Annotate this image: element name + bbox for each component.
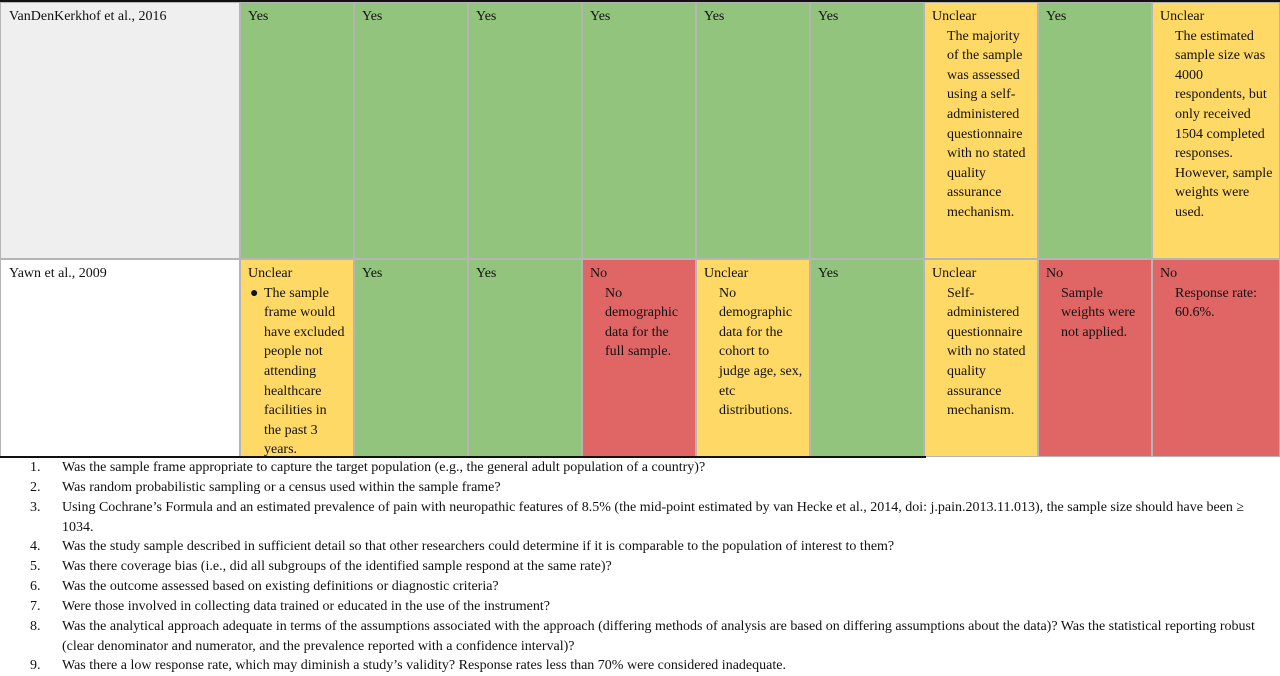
footnote-item	[0, 597, 1280, 617]
study-name: Yawn et al., 2009	[9, 266, 107, 281]
rating-cell	[468, 2, 582, 259]
rating-status: Yes	[476, 266, 497, 281]
footnote-text: Were those involved in collecting data trained or educated in the use of the instrument?	[62, 599, 550, 614]
rating-status: Yes	[476, 9, 497, 24]
rating-detail: Sample weights were not applied.	[1061, 285, 1136, 340]
rating-cell	[354, 259, 468, 457]
rating-detail: No demographic data for the full sample.	[605, 285, 679, 360]
rating-detail: The majority of the sample was assessed using a self-administered questionnaire with no stated quality assurance mechanism.	[947, 28, 1026, 220]
rating-status: No	[1046, 266, 1064, 281]
rating-cell	[240, 2, 354, 259]
rating-status: Yes	[818, 9, 839, 24]
footnote-text: Was the sample frame appropriate to capture the target population (e.g., the general adult population of a country)?	[62, 460, 706, 475]
rating-detail: Self-administered questionnaire with no stated quality assurance mechanism.	[947, 285, 1026, 419]
footnote-text: Was the study sample described in sufficient detail so that other researchers could determine if it is comparable to the population of interest to them?	[62, 539, 895, 554]
rating-detail: The estimated sample size was 4000 respondents, but only received 1504 completed responses. However, sample weights were used.	[1175, 28, 1273, 220]
footnote-text: Using Cochrane’s Formula and an estimated prevalence of pain with neuropathic features of 8.5% (the mid-point estimated by van Hecke et al., 2014, doi: j.pain.2013.11.013), the sample size should have been ≥ 1034.	[62, 500, 1245, 535]
rating-status: Yes	[362, 266, 383, 281]
rating-cell	[1152, 259, 1280, 457]
rating-status: Unclear	[704, 266, 749, 281]
footnote-number: 5.	[30, 559, 41, 574]
rating-cell	[354, 2, 468, 259]
footnote-number: 7.	[30, 599, 41, 614]
rating-cell	[240, 259, 354, 457]
footnote-number: 3.	[30, 500, 41, 515]
footnote-item	[0, 577, 1280, 597]
footnote-item	[0, 498, 1280, 537]
rating-status: Yes	[248, 9, 269, 24]
rating-cell	[696, 2, 810, 259]
rating-status: No	[590, 266, 608, 281]
rating-detail: The sample frame would have excluded people not attending healthcare facilities in the past 3 years.	[264, 285, 345, 457]
rating-status: Yes	[818, 266, 839, 281]
study-name-cell	[0, 259, 240, 457]
rating-status: Unclear	[932, 266, 977, 281]
footnote-number: 8.	[30, 619, 41, 634]
rating-detail: Response rate: 60.6%.	[1175, 285, 1258, 321]
footnote-number: 9.	[30, 658, 41, 673]
footnote-item	[0, 458, 1280, 478]
rating-cell	[582, 2, 696, 259]
rating-cell	[810, 259, 924, 457]
rating-status: Yes	[590, 9, 611, 24]
rating-status: No	[1160, 266, 1178, 281]
footnote-text: Was there a low response rate, which may diminish a study’s validity? Response rates less than 70% were considered inadequate.	[62, 658, 786, 673]
study-name: VanDenKerkhof et al., 2016	[9, 9, 167, 24]
rating-cell	[924, 2, 1038, 259]
footnote-item	[0, 478, 1280, 498]
footnote-text: Was the outcome assessed based on existing definitions or diagnostic criteria?	[62, 579, 499, 594]
rating-status: Unclear	[248, 266, 293, 281]
rating-detail: No demographic data for the cohort to judge age, sex, etc distributions.	[719, 285, 803, 419]
footnote-item	[0, 537, 1280, 557]
footnote-number: 6.	[30, 579, 41, 594]
rating-cell	[1152, 2, 1280, 259]
rating-cell	[696, 259, 810, 457]
rating-cell	[468, 259, 582, 457]
rating-cell	[1038, 259, 1152, 457]
rating-cell	[810, 2, 924, 259]
footnote-text: Was the analytical approach adequate in terms of the assumptions associated with the approach (differing methods of analysis are based on differing assumptions about the data)? Was the statistical reporting robust (clear denominator and numerator, and the prevalence reported with a confidence interval)?	[62, 619, 1255, 654]
rating-cell	[924, 259, 1038, 457]
footnote-item	[0, 557, 1280, 577]
footnote-number: 2.	[30, 480, 41, 495]
study-name-cell	[0, 2, 240, 259]
rating-cell	[1038, 2, 1152, 259]
rating-status: Yes	[1046, 9, 1067, 24]
footnote-item	[0, 656, 1280, 676]
rating-status: Yes	[362, 9, 383, 24]
footnote-text: Was there coverage bias (i.e., did all subgroups of the identified sample respond at the same rate)?	[62, 559, 612, 574]
bullet-icon: ●	[250, 285, 259, 301]
footnote-text: Was random probabilistic sampling or a census used within the sample frame?	[62, 480, 501, 495]
footnote-number: 1.	[30, 460, 41, 475]
footnotes-list	[0, 458, 1280, 676]
rating-status: Unclear	[932, 9, 977, 24]
footnote-item	[0, 617, 1280, 656]
rating-cell	[582, 259, 696, 457]
footnote-number: 4.	[30, 539, 41, 554]
rating-status: Yes	[704, 9, 725, 24]
rating-status: Unclear	[1160, 9, 1205, 24]
